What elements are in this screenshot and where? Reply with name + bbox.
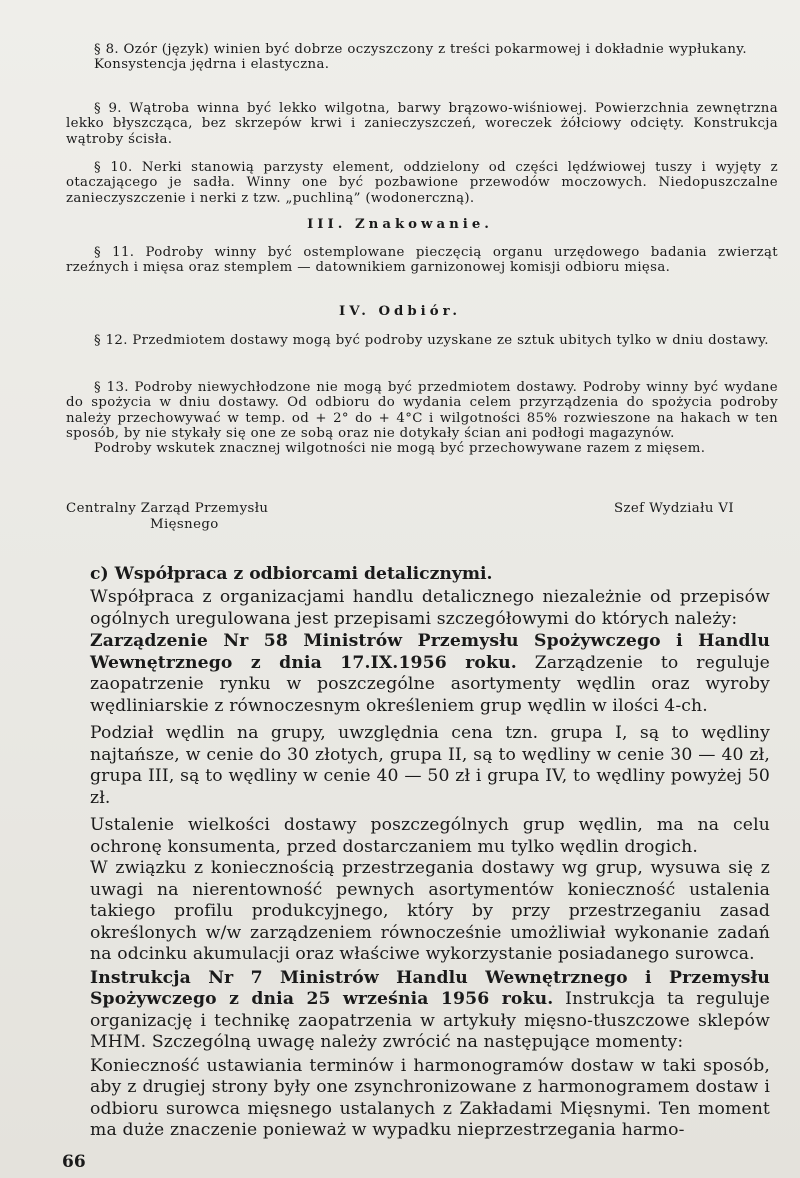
instruction-title: Instrukcja Nr 7 Ministrów Handlu Wewnętrznego i Przemysłu Spożywczego z dnia 25 września 1956 roku. [90, 967, 770, 1009]
body-paragraph-3: Podział wędlin na grupy, uwzględnia cena tzn. grupa I, są to wędliny najtańsze, w cenie do 30 złotych, grupa II, są to wędliny w cenie 30 — 40 zł, grupa III, są to wędliny w cenie 40 — 50 zł i grupa IV, to wędliny powyżej 50 zł. [90, 723, 770, 808]
paragraph-13 [66, 380, 778, 456]
signature-right: Szef Wydziału VI [614, 501, 735, 516]
body-paragraph-6 [90, 968, 770, 1054]
body-text [90, 587, 770, 1142]
paragraph-8-line2: Konsystencja jędrna i elastyczna. [94, 57, 330, 73]
body-paragraph-4: Ustalenie wielkości dostawy poszczególnych grup wędlin, ma na celu ochronę konsumenta, przed dostarczaniem mu tylko wędlin drogich. [90, 815, 770, 857]
paragraph-10 [66, 160, 778, 206]
paragraph-13-text: § 13. Podroby niewychłodzone nie mogą być przedmiotem dostawy. Podroby winny być wydane do spożycia w dniu dostawy. Od odbioru do wydania celem przyrządzenia do spożycia podroby należy przechowywać w temp. od + 2° do + 4°C i wilgotności 85% rozwieszone na hakach w ten sposób, by nie stykały się one ze sobą oraz nie dotykały ścian ani podłogi magazynów. [66, 380, 778, 441]
section-heading-c: c) Współpraca z odbiorcami detalicznymi. [90, 564, 493, 584]
paragraph-11-text: § 11. Podroby winny być ostemplowane pieczęcią organu urzędowego badania zwierząt rzeźnych i mięsa oraz stemplem — datownikiem garnizonowej komisji odbioru mięsa. [66, 245, 778, 276]
paragraph-11 [66, 245, 778, 276]
ordinance-description: Zarządzenie to reguluje zaopatrzenie rynku w poszczególne asortymenty wędlin oraz wyroby wędliniarskie z równoczesnym określeniem grup wędlin w ilości 4-ch. [90, 652, 770, 716]
body-paragraph-7: Konieczność ustawiania terminów i harmonogramów dostaw w taki sposób, aby z drugiej strony były one zsynchronizowane z harmonogramem dostaw i odbioru surowca mięsnego ustalanych z Zakładami Mięsnymi. Ten moment ma duże znaczenie ponieważ w wypadku nieprzestrzegania harmo- [90, 1055, 770, 1140]
body-paragraph-1: Współpraca z organizacjami handlu detalicznego niezależnie od przepisów ogólnych uregulowana jest przepisami szczegółowymi do których należy: [90, 587, 770, 629]
signature-left [66, 501, 268, 533]
paragraph-12 [66, 333, 778, 348]
paragraph-9 [66, 101, 778, 147]
paragraph-9-text: § 9. Wątroba winna być lekko wilgotna, barwy brązowo-wiśniowej. Powierzchnia zewnętrzna lekko błyszcząca, bez skrzepów krwi i zanieczyszczeń, woreczek żółciowy odcięty. Konstrukcja wątroby ścisła. [66, 101, 778, 147]
paragraph-12-text: § 12. Przedmiotem dostawy mogą być podroby uzyskane ze sztuk ubitych tylko w dniu dostawy. [94, 333, 769, 348]
ordinance-title: Zarządzenie Nr 58 Ministrów Przemysłu Spożywczego i Handlu Wewnętrznego z dnia 17.IX.1956 roku. [90, 631, 770, 673]
heading-odbior: IV. Odbiór. [339, 304, 461, 319]
body-paragraph-2 [90, 631, 770, 717]
paragraph-10-text: § 10. Nerki stanowią parzysty element, oddzielony od części lędźwiowej tuszy i wyjęty z otaczającego je sadła. Winny one być pozbawione przewodów moczowych. Niedopuszczalne zanieczyszczenie i nerki z tzw. „puchliną” (wodonerczną). [66, 160, 778, 206]
instruction-description: Instrukcja ta reguluje organizację i technikę zaopatrzenia w artykuły mięsno-tłuszczowe sklepów MHM. Szczególną uwagę należy zwrócić na następujące momenty: [90, 989, 770, 1052]
paragraph-8-line1: § 8. Ozór (język) winien być dobrze oczyszczony z treści pokarmowej i dokładnie wypłukany. [94, 42, 747, 57]
paragraph-13-text-2: Podroby wskutek znacznej wilgotności nie mogą być przechowywane razem z mięsem. [94, 441, 706, 457]
body-paragraph-5: W związku z koniecznością przestrzegania dostawy wg grup, wysuwa się z uwagi na nierentowność pewnych asortymentów konieczność ustalenia takiego profilu produkcyjnego, który by przy przestrzeganiu zasad określonych w/w zarządzeniem równocześnie umożliwiał wykonanie zadań na odcinku akumulacji oraz właściwe wykorzystanie posiadanego surowca. [90, 858, 770, 964]
page-number: 66 [62, 1152, 86, 1172]
signature-left-line2: Mięsnego [150, 517, 219, 532]
paragraph-8 [66, 42, 778, 73]
signature-left-line1: Centralny Zarząd Przemysłu [66, 501, 269, 516]
heading-znakowanie: III. Znakowanie. [307, 217, 493, 232]
